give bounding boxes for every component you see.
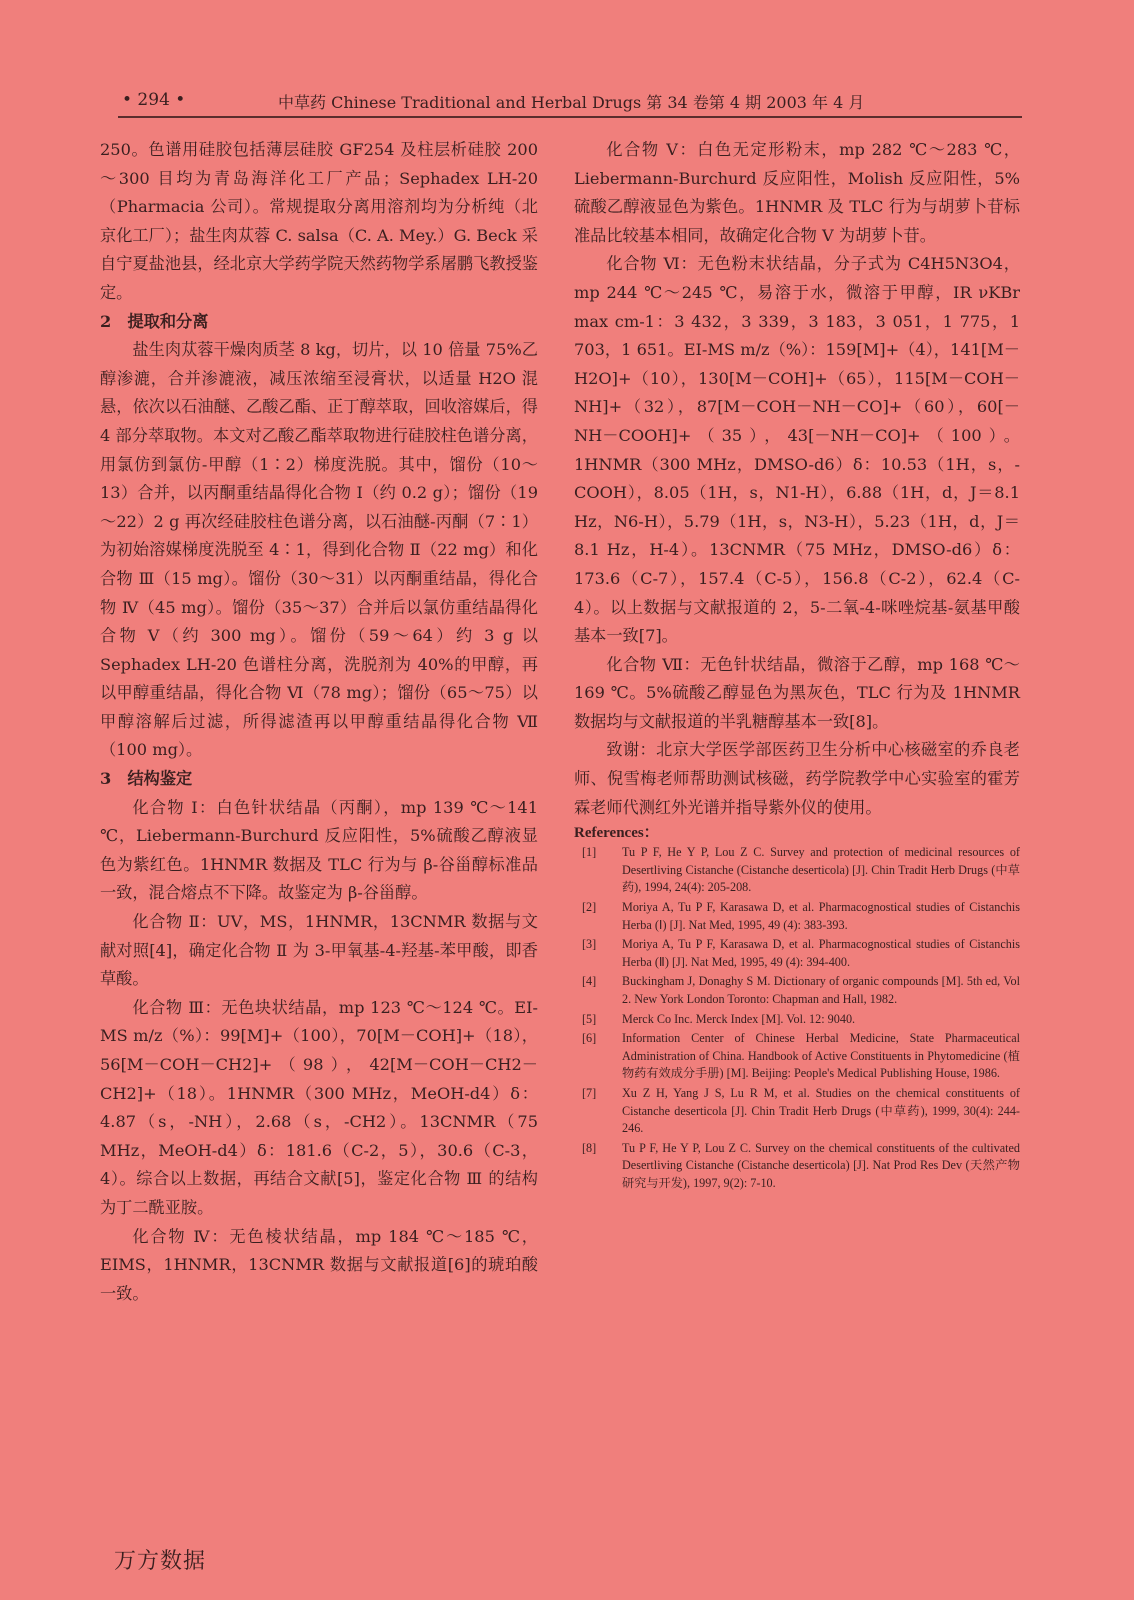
reference-text: Merck Co Inc. Merck Index [M]. Vol. 12: 9040. — [622, 1011, 856, 1026]
reference-item — [574, 899, 1020, 934]
acknowledgement: 致谢：北京大学医学部医药卫生分析中心核磁室的乔良老师、倪雪梅老师帮助测试核磁，药学院教学中心实验室的霍芳霖老师代测红外光谱并指导紫外仪的使用。 — [574, 740, 1020, 817]
reference-number: [8] — [582, 1140, 597, 1155]
reference-number: [4] — [582, 974, 597, 989]
paragraph: 盐生肉苁蓉干燥肉质茎 8 kg，切片，以 10 倍量 75%乙醇渗漉，合并渗漉液，减压浓缩至浸膏状，以适量 H2O 混悬，依次以石油醚、乙酸乙酯、正丁醇萃取，回收溶媒后，得 4 部分萃取物。本文对乙酸乙酯萃取物进行硅胶柱色谱分离，用氯仿到氯仿-甲醇（1∶2）梯度洗脱。其中，馏份（10～13）合并，以丙酮重结晶得化合物 Ⅰ（约 0.2 g）；馏份（19～22）2 g 再次经硅胶柱色谱分离，以石油醚-丙酮（7∶1）为初始溶媒梯度洗脱至 4∶1，得到化合物 Ⅱ（22 mg）和化合物 Ⅲ（15 mg）。馏份（30～31）以丙酮重结晶，得化合物 Ⅳ（45 mg）。馏份（35～37）合并后以氯仿重结晶得化合物 Ⅴ（约 300 mg）。馏份（59～64）约 3 g 以 Sephadex LH-20 色谱柱分离，洗脱剂为 40%的甲醇，再以甲醇重结晶，得化合物 Ⅵ（78 mg）；馏份（65～75）以甲醇溶解后过滤，所得滤渣再以甲醇重结晶得化合物 Ⅶ（100 mg）。 — [100, 340, 538, 760]
reference-number: [3] — [582, 937, 597, 952]
paragraph: 化合物 Ⅲ：无色块状结晶，mp 123 ℃～124 ℃。EI-MS m/z（%）：99[M]+（100），70[M－COH]+（18），56[M－COH－CH2]+（98），42[M－COH－CH2－CH2]+（18）。1HNMR（300 MHz，MeOH-d4）δ：4.87（s，-NH），2.68（s，-CH2）。13CNMR（75 MHz，MeOH-d4）δ：181.6（C-2，5），30.6（C-3，4）。综合以上数据，再结合文献[5]，鉴定化合物 Ⅲ 的结构为丁二酰亚胺。 — [100, 997, 538, 1217]
left-column — [100, 136, 538, 1308]
references-heading: References： — [574, 825, 659, 842]
reference-item — [574, 1140, 1020, 1193]
reference-number: [5] — [582, 1011, 597, 1026]
reference-text: Tu P F, He Y P, Lou Z C. Survey and protection of medicinal resources of Desertliving Cistanche (Cistanche deserticola) [J]. Chin Tradit Herb Drugs (中草药), 1994, 24(4): 205-208. — [622, 845, 1020, 895]
right-column — [574, 136, 1020, 1195]
reference-number: [6] — [582, 1031, 597, 1046]
reference-number: [2] — [582, 900, 597, 915]
reference-item — [574, 1030, 1020, 1083]
journal-title: 中草药 Chinese Traditional and Herbal Drugs 第 34 卷第 4 期 2003 年 4 月 — [278, 93, 865, 112]
reference-item — [574, 844, 1020, 897]
paragraph: 化合物 Ⅱ：UV，MS，1HNMR，13CNMR 数据与文献对照[4]，确定化合物 Ⅱ 为 3-甲氧基-4-羟基-苯甲酸，即香草酸。 — [100, 912, 538, 989]
running-header — [118, 86, 1018, 116]
reference-text: Xu Z H, Yang J S, Lu R M, et al. Studies on the chemical constituents of Cistanche deserticola [J]. Chin Tradit Herb Drugs (中草药), 1999, 30(4): 244-246. — [622, 1085, 1020, 1136]
reference-text: Tu P F, He Y P, Lou Z C. Survey on the chemical constituents of the cultivated Desertliving Cistanche (Cistanche deserticola) [J]. Nat Prod Res Dev (天然产物研究与开发), 1997, 9(2): 7-10. — [622, 1140, 1020, 1190]
reference-text: Buckingham J, Donaghy S M. Dictionary of organic compounds [M]. 5th ed, Vol 2. New York London Toronto: Chapman and Hall, 1982. — [622, 974, 1020, 1006]
reference-item — [574, 936, 1020, 971]
paragraph: 250。色谱用硅胶包括薄层硅胶 GF254 及柱层析硅胶 200～300 目均为青岛海洋化工厂产品；Sephadex LH-20（Pharmacia 公司）。常规提取分离用溶剂均为分析纯（北京化工厂）；盐生肉苁蓉 C. salsa（C. A. Mey.）G. Beck 采自宁夏盐池县，经北京大学药学院天然药物学系屠鹏飞教授鉴定。 — [100, 140, 538, 302]
header-rule — [118, 116, 1022, 118]
reference-item — [574, 1011, 1020, 1029]
reference-number: [1] — [582, 845, 597, 860]
section-heading-structure: 3 结构鉴定 — [100, 769, 193, 789]
wanfang-logo: 万方数据 — [114, 1549, 207, 1574]
paragraph: 化合物 Ⅰ：白色针状结晶（丙酮），mp 139 ℃～141 ℃，Liebermann-Burchurd 反应阳性，5%硫酸乙醇液显色为紫红色。1HNMR 数据及 TLC 行为与 β-谷甾醇标准品一致，混合熔点不下降。故鉴定为 β-谷甾醇。 — [100, 797, 538, 903]
reference-number: [7] — [582, 1085, 597, 1100]
paragraph: 化合物 Ⅴ：白色无定形粉末，mp 282 ℃～283 ℃，Liebermann-Burchurd 反应阳性，Molish 反应阳性，5%硫酸乙醇液显色为紫色。1HNMR 及 TLC 行为与胡萝卜苷标准品比较基本相同，故确定化合物 Ⅴ 为胡萝卜苷。 — [574, 140, 1020, 245]
reference-item — [574, 1085, 1020, 1138]
reference-text: Moriya A, Tu P F, Karasawa D, et al. Pharmacognostical studies of Cistanchis Herba (Ⅰ) [J]. Nat Med, 1995, 49 (4): 383-393. — [622, 900, 1020, 932]
paragraph: 化合物 Ⅶ：无色针状结晶，微溶于乙醇，mp 168 ℃～169 ℃。5%硫酸乙醇显色为黑灰色，TLC 行为及 1HNMR 数据均与文献报道的半乳糖醇基本一致[8]。 — [574, 654, 1020, 731]
section-heading-extraction: 2 提取和分离 — [100, 311, 209, 331]
reference-list — [574, 844, 1020, 1192]
reference-item — [574, 973, 1020, 1008]
paragraph: 化合物 Ⅵ：无色粉末状结晶，分子式为 C4H5N3O4，mp 244 ℃～245 ℃，易溶于水，微溶于甲醇，IR νKBr max cm-1：3 432，3 339，3 183，3 051，1 775，1 703，1 651。EI-MS m/z（%）：159[M]+（4），141[M－H2O]+（10），130[M－COH]+（65），115[M－COH－NH]+（32），87[M－COH－NH－CO]+（60），60[－NH－COOH]+（35），43[－NH－CO]+（100）。1HNMR（300 MHz，DMSO-d6）δ：10.53（1H，s，-COOH），8.05（1H，s，N1-H），6.88（1H，d，J＝8.1 Hz，N6-H），5.79（1H，s，N3-H），5.23（1H，d，J＝8.1 Hz，H-4）。13CNMR（75 MHz，DMSO-d6）δ：173.6（C-7），157.4（C-5），156.8（C-2），62.4（C-4）。以上数据与文献报道的 2，5-二氧-4-咪唑烷基-氨基甲酸基本一致[7]。 — [574, 254, 1020, 646]
page-number: • 294 • — [122, 90, 186, 110]
paragraph: 化合物 Ⅳ：无色棱状结晶，mp 184 ℃～185 ℃，EIMS，1HNMR，13CNMR 数据与文献报道[6]的琥珀酸一致。 — [100, 1226, 538, 1303]
reference-text: Information Center of Chinese Herbal Medicine, State Pharmaceutical Administration of China. Handbook of Active Constituents in Phytomedicine (植物药有效成分手册) [M]. Beijing: People's Medical Publishing House, 1986. — [622, 1031, 1020, 1081]
reference-text: Moriya A, Tu P F, Karasawa D, et al. Pharmacognostical studies of Cistanchis Herba (Ⅱ) [J]. Nat Med, 1995, 49 (4): 394-400. — [622, 937, 1020, 969]
